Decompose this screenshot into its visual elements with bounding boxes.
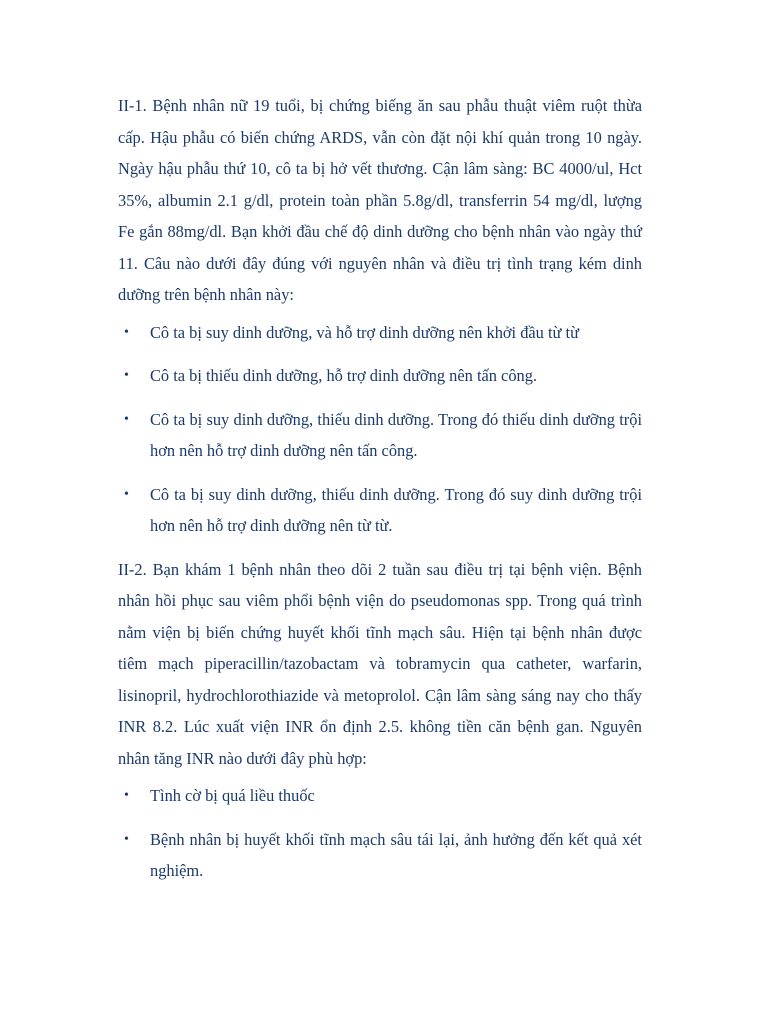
question-2-option (118, 824, 642, 887)
bullet-icon: • (124, 324, 129, 340)
question-1-option (118, 317, 642, 349)
option-text: Cô ta bị thiếu dinh dưỡng, hỗ trợ dinh dưỡng nên tấn công. (150, 366, 538, 385)
option-text: Bệnh nhân bị huyết khối tĩnh mạch sâu tái lại, ảnh hưởng đến kết quả xét nghiệm. (150, 829, 642, 880)
bullet-icon: • (124, 831, 129, 847)
question-1-options (118, 317, 642, 542)
question-1-stem: II-1. Bệnh nhân nữ 19 tuổi, bị chứng biếng ăn sau phẫu thuật viêm ruột thừa cấp. Hậu phẫu có biến chứng ARDS, vẫn còn đặt nội khí quản trong 10 ngày. Ngày hậu phẫu thứ 10, cô ta bị hở vết thương. Cận lâm sàng: BC 4000/ul, Hct 35%, albumin 2.1 g/dl, protein toàn phần 5.8g/dl, transferrin 54 mg/dl, lượng Fe gắn 88mg/dl. Bạn khởi đầu chế độ dinh dưỡng cho bệnh nhân vào ngày thứ 11. Câu nào dưới đây đúng với nguyên nhân và điều trị tình trạng kém dinh dưỡng trên bệnh nhân này: (118, 96, 642, 304)
document-body (118, 90, 642, 899)
question-2-option (118, 780, 642, 812)
question-2-stem: II-2. Bạn khám 1 bệnh nhân theo dõi 2 tuần sau điều trị tại bệnh viện. Bệnh nhân hồi phục sau viêm phổi bệnh viện do pseudomonas spp. Trong quá trình nằm viện bị biến chứng huyết khối tĩnh mạch sâu. Hiện tại bệnh nhân được tiêm mạch piperacillin/tazobactam và tobramycin qua catheter, warfarin, lisinopril, hydrochlorothiazide và metoprolol. Cận lâm sàng sáng nay cho thấy INR 8.2. Lúc xuất viện INR ổn định 2.5. không tiền căn bệnh gan. Nguyên nhân tăng INR nào dưới đây phù hợp: (118, 559, 642, 768)
question-1-option (118, 360, 642, 392)
option-text: Cô ta bị suy dinh dưỡng, và hỗ trợ dinh dưỡng nên khởi đầu từ từ (150, 322, 579, 342)
bullet-icon: • (124, 486, 129, 502)
bullet-icon: • (124, 368, 129, 383)
question-2-options (118, 780, 642, 887)
question-1-option (118, 404, 642, 467)
question-1-option (118, 479, 642, 542)
option-text: Cô ta bị suy dinh dưỡng, thiếu dinh dưỡng. Trong đó thiếu dinh dưỡng trội hơn nên hỗ trợ dinh dưỡng nên tấn công. (150, 409, 642, 460)
bullet-icon: • (124, 411, 129, 427)
option-text: Tình cờ bị quá liều thuốc (150, 786, 315, 805)
bullet-icon: • (124, 788, 129, 803)
option-text: Cô ta bị suy dinh dưỡng, thiếu dinh dưỡng. Trong đó suy dinh dưỡng trội hơn nên hỗ trợ dinh dưỡng nên từ từ. (150, 484, 642, 535)
